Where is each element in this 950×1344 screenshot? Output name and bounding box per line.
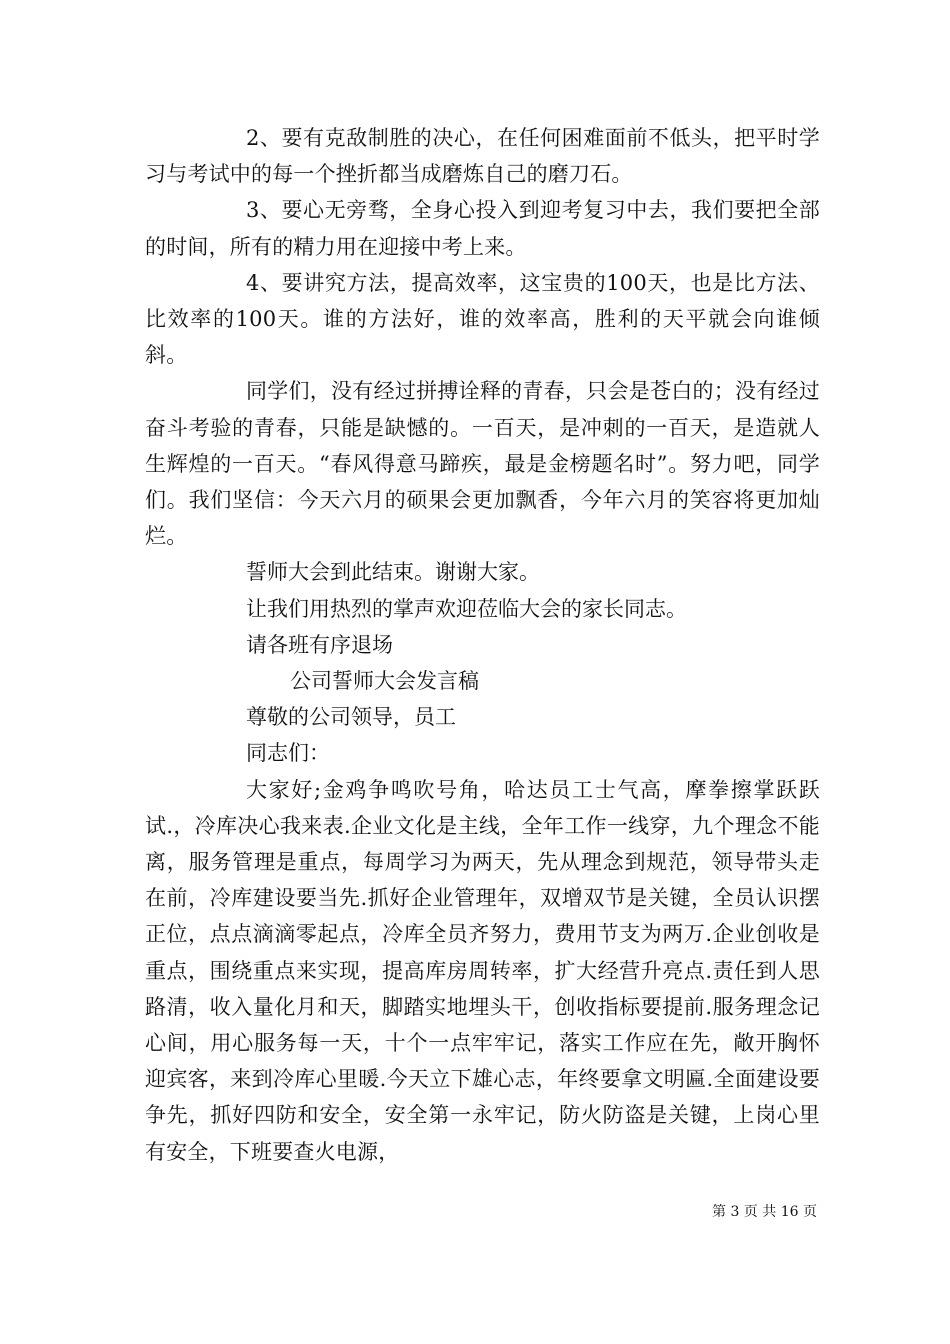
paragraph-conclusion: 同学们，没有经过拼搏诠释的青春，只会是苍白的；没有经过奋斗考验的青春，只能是缺憾的。一百天，是冲刺的一百天，是造就人生辉煌的一百天。“春风得意马蹄疾，最是金榜题名时”。努力吧，同学们。我们坚信：今天六月的硕果会更加飘香，今年六月的笑容将更加灿烂。 (145, 379, 820, 549)
salutation-line: 尊敬的公司领导，员工 (246, 705, 456, 730)
closing-line: 让我们用热烈的掌声欢迎莅临大会的家长同志。 (246, 596, 687, 621)
document-body (145, 120, 820, 1170)
closing-line: 请各班有序退场 (246, 632, 393, 657)
paragraph-point-3: 3、要心无旁骛，全身心投入到迎考复习中去，我们要把全部的时间，所有的精力用在迎接中考上来。 (145, 198, 820, 259)
paragraph-point-4: 4、要讲究方法，提高效率，这宝贵的100天，也是比方法、比效率的100天。谁的方法好，谁的效率高，胜利的天平就会向谁倾斜。 (145, 270, 820, 368)
closing-line: 誓师大会到此结束。谢谢大家。 (246, 560, 540, 585)
section-title: 公司誓师大会发言稿 (290, 669, 479, 694)
page-number: 第 3 页 共 16 页 (712, 1204, 817, 1220)
salutation-line: 同志们： (246, 741, 330, 766)
speech-paragraph: 大家好;金鸡争鸣吹号角，哈达员工士气高，摩拳擦掌跃跃试.，冷库决心我来表.企业文化是主线，全年工作一线穿，九个理念不能离，服务管理是重点，每周学习为两天，先从理念到规范，领导带头走在前，冷库建设要当先.抓好企业管理年，双增双节是关键，全员认识摆正位，点点滴滴零起点，冷库全员齐努力，费用节支为两万.企业创收是重点，围绕重点来实现，提高库房周转率，扩大经营升亮点.责任到人思路清，收入量化月和天，脚踏实地埋头干，创收指标要提前.服务理念记心间，用心服务每一天，十个一点牢牢记，落实工作应在先，敞开胸怀迎宾客，来到冷库心里暖.今天立下雄心志，年终要拿文明匾.全面建设要争先，抓好四防和安全，安全第一永牢记，防火防盗是关键，上岗心里有安全，下班要查火电源， (145, 777, 820, 1164)
paragraph-point-2: 2、要有克敌制胜的决心，在任何困难面前不低头，把平时学习与考试中的每一个挫折都当成磨炼自己的磨刀石。 (145, 126, 820, 187)
